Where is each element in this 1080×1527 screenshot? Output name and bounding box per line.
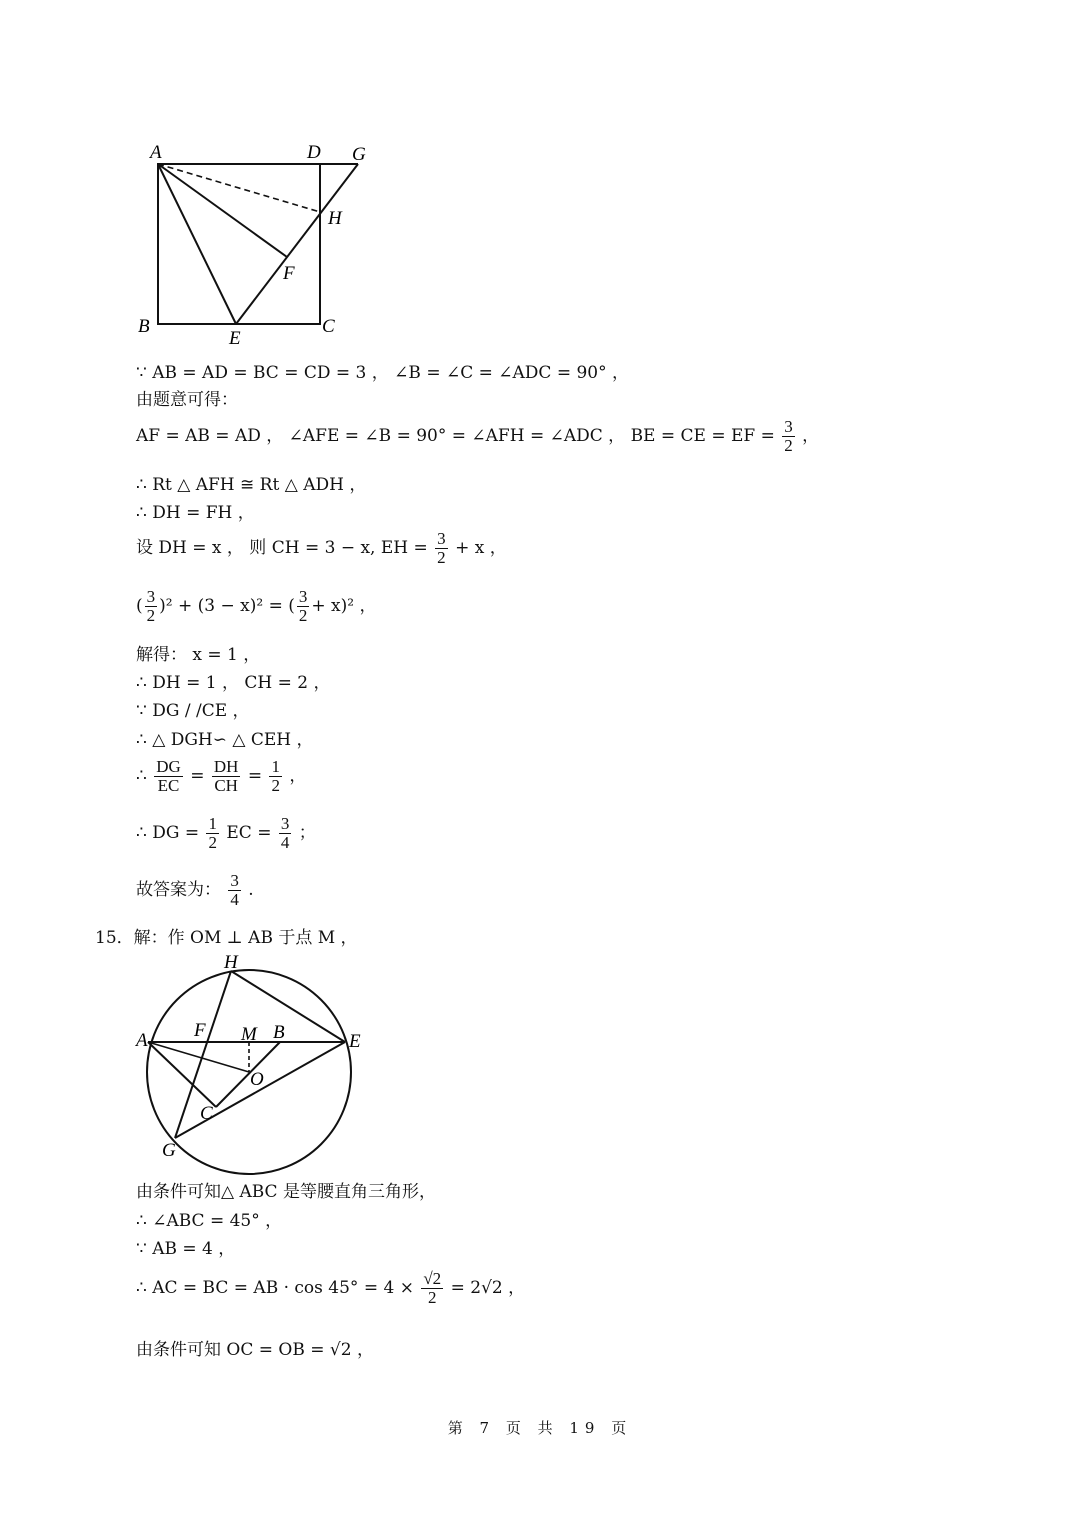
line-14: 故答案为： $\frac{3}{4}$ . — [136, 871, 254, 909]
label-c2: C — [200, 1103, 213, 1124]
label-b: B — [138, 316, 150, 337]
line-17: ∴ ∠ABC = 45° ， — [136, 1211, 283, 1231]
label-a: A — [150, 142, 162, 163]
line-6: 设 DH = x ， 则 CH = 3 − x, EH = $\frac{3}{2}$ + x ， — [136, 529, 507, 567]
line-3: AF = AB = AD ， ∠AFE = ∠B = 90° = ∠AFH = ∠ADC ， BE = CE = EF = $\frac{3}{2}$ ， — [136, 417, 820, 455]
label-g: G — [352, 144, 366, 165]
line-13: ∴ DG = $\frac{1}{2}$ EC = $\frac{3}{4}$ ； — [136, 814, 316, 852]
label-b2: B — [273, 1022, 285, 1043]
line-4: ∴ Rt △ AFH ≅ Rt △ ADH ， — [136, 475, 367, 495]
circle-figure — [130, 950, 370, 1180]
line-5: ∴ DH = FH ， — [136, 503, 255, 523]
line-20: 由条件可知 OC = OB = √2 ， — [136, 1340, 374, 1360]
label-a2: A — [136, 1030, 148, 1051]
line-8: 解得： x = 1 ， — [136, 645, 261, 665]
page-footer: 第 7 页 共 19 页 — [447, 1419, 633, 1437]
line-10: ∵ DG / /CE ， — [136, 701, 250, 721]
line-2: 由题意可得： — [136, 390, 238, 410]
line-19: ∴ AC = BC = AB · cos 45° = 4 × $\frac{√2}{2}$ = 2√2 ， — [136, 1269, 526, 1307]
label-f2: F — [194, 1020, 206, 1041]
line-9: ∴ DH = 1 ， CH = 2 ， — [136, 673, 331, 693]
label-d: D — [307, 142, 321, 163]
square-fold-figure — [130, 138, 380, 353]
label-f: F — [283, 263, 295, 284]
label-h: H — [328, 208, 342, 229]
line-12: ∴ $\frac{DG}{EC}$ = $\frac{DH}{CH}$ = $\frac{1}{2}$ ， — [136, 757, 307, 795]
line-11: ∴ △ DGH∽ △ CEH ， — [136, 730, 314, 750]
label-m2: M — [241, 1024, 257, 1045]
label-g2: G — [162, 1140, 176, 1161]
label-h2: H — [224, 952, 238, 973]
line-18: ∵ AB = 4 ， — [136, 1239, 236, 1259]
line-7: ( $\frac{3}{2}$ )² + (3 − x)² = ( $\frac{3}{2}$ + x)² ， — [136, 587, 377, 625]
label-e: E — [229, 328, 241, 349]
problem-15-intro: 15．解：作 OM ⊥ AB 于点 M ， — [95, 928, 358, 948]
label-c: C — [322, 316, 335, 337]
label-e2: E — [349, 1031, 361, 1052]
dashed-ah — [158, 164, 320, 212]
line-16: 由条件可知△ ABC 是等腰直角三角形， — [136, 1182, 436, 1202]
label-o2: O — [250, 1069, 264, 1090]
line-1: ∵ AB = AD = BC = CD = 3 ， ∠B = ∠C = ∠ADC = 90° ， — [136, 363, 630, 383]
